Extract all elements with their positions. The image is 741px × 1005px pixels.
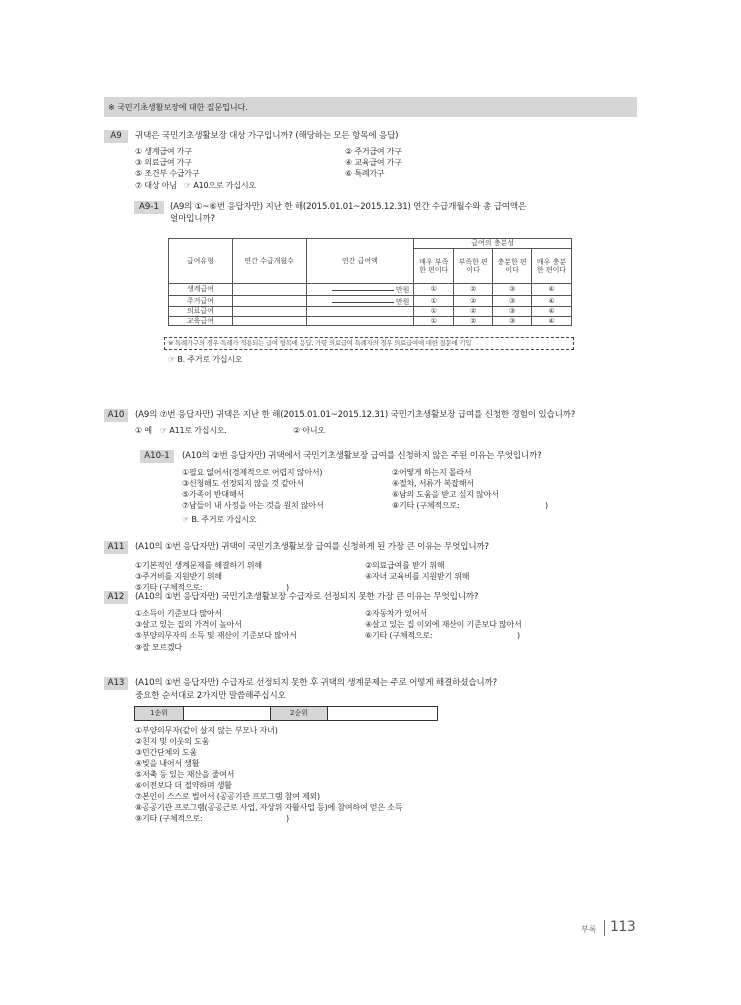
- question-number-a12: A12: [104, 591, 128, 604]
- a12-option-2[interactable]: ②자동차가 있어서: [365, 609, 428, 618]
- question-a9: 귀댁은 국민기초생활보장 대상 가구입니까? (해당하는 모든 항목에 응답): [135, 131, 399, 141]
- header-adequacy: 급여의 충분성: [414, 239, 572, 249]
- a12-option-6-close: ): [517, 631, 520, 640]
- table-row: [169, 316, 572, 326]
- a9-option-5[interactable]: ⑤ 조건부 수급가구: [135, 169, 200, 178]
- section-banner: [104, 97, 637, 117]
- table-row: [169, 295, 572, 307]
- question-a13-line2: 중요한 순서대로 2가지만 말씀해주십시오: [135, 691, 286, 701]
- a10-1-option-6[interactable]: ⑥남의 도움을 받고 싶지 않아서: [392, 490, 499, 499]
- rating-option[interactable]: ①: [414, 295, 454, 307]
- rating-option[interactable]: ②: [454, 307, 493, 317]
- amount-blank: [332, 284, 394, 291]
- rating-option[interactable]: ③: [493, 307, 532, 317]
- a12-option-1[interactable]: ①소득이 기준보다 많아서: [135, 609, 222, 618]
- rating-option[interactable]: ③: [493, 316, 532, 326]
- rating-option[interactable]: ②: [454, 295, 493, 307]
- row-type: 생계급여: [169, 284, 233, 296]
- footer-divider: [604, 920, 605, 936]
- a10-option-1[interactable]: ① 예: [135, 426, 152, 435]
- amount-input-cell[interactable]: [306, 295, 414, 307]
- a10-1-option-4[interactable]: ④절차, 서류가 복잡해서: [392, 479, 474, 488]
- amount-blank: [332, 296, 394, 303]
- a11-option-4[interactable]: ④자녀 교육비를 지원받기 위해: [365, 572, 470, 581]
- scale-sufficient: 충분한 편이다: [493, 249, 532, 284]
- a10-1-option-1[interactable]: ①필요 없어서(경제적으로 어렵지 않아서): [182, 468, 323, 477]
- a13-option-9: ⑨기타 (구체적으로:: [135, 814, 203, 823]
- rating-option[interactable]: ④: [532, 316, 572, 326]
- amount-input-cell[interactable]: [306, 307, 414, 317]
- months-input-cell[interactable]: [232, 295, 306, 307]
- rating-option[interactable]: ②: [454, 284, 493, 296]
- a10-option-2[interactable]: ② 아니오: [293, 426, 325, 435]
- question-a10: (A9의 ⑦번 응답자만) 귀댁은 지난 한 해(2015.01.01~2015.12.31) 국민기초생활보장 급여를 신청한 경험이 있습니까?: [135, 410, 576, 420]
- question-number-a9: A9: [104, 130, 128, 143]
- rating-option[interactable]: ③: [493, 284, 532, 296]
- a9-option-6[interactable]: ⑥ 특례가구: [345, 169, 385, 178]
- rating-option[interactable]: ④: [532, 295, 572, 307]
- benefit-table: [168, 238, 572, 326]
- a13-option-3: ③민간단체의 도움: [135, 748, 198, 757]
- row-type: 주거급여: [169, 295, 233, 307]
- a12-option-5[interactable]: ⑤부양의무자의 소득 및 재산이 기준보다 많아서: [135, 631, 297, 640]
- question-a13-line1: (A10의 ①번 응답자만) 수급자로 선정되지 못한 후 귀댁의 생계문제는 주로 어떻게 해결하셨습니까?: [135, 678, 497, 688]
- a10-1-option-3[interactable]: ③신청해도 선정되지 않을 것 같아서: [182, 479, 304, 488]
- a9-skip-instruction: ☞ A10으로 가십시오: [184, 181, 256, 190]
- question-number-a10: A10: [104, 409, 128, 422]
- a12-option-6[interactable]: ⑥기타 (구체적으로:: [365, 631, 433, 640]
- amount-input-cell[interactable]: [306, 284, 414, 296]
- rating-option[interactable]: ②: [454, 316, 493, 326]
- a10-1-option-8-close: ): [545, 501, 548, 510]
- rank-2-input[interactable]: [327, 707, 437, 720]
- scale-very-insufficient: 매우 부족한 편이다: [414, 249, 454, 284]
- question-a11: (A10의 ①번 응답자만) 귀댁이 국민기초생활보장 급여를 신청하게 된 가장 큰 이유는 무엇입니까?: [135, 542, 489, 552]
- page-number: 113: [610, 919, 636, 935]
- question-number-a13: A13: [104, 677, 128, 690]
- scale-insufficient: 부족한 편이다: [454, 249, 493, 284]
- rank-answer-box: [134, 706, 438, 721]
- header-benefit-type: 급여유형: [169, 239, 233, 284]
- amount-unit: 만원: [395, 297, 410, 306]
- question-a9-1-line1: (A9의 ①~⑥번 응답자만) 지난 한 해(2015.01.01~2015.12.31) 연간 수급개월수와 총 급여액은: [170, 202, 527, 212]
- a10-1-option-5[interactable]: ⑤가족이 반대해서: [182, 490, 245, 499]
- question-number-a10-1: A10-1: [140, 450, 174, 463]
- a11-option-5[interactable]: ⑤기타 (구체적으로:: [135, 583, 203, 592]
- rank-1-input[interactable]: [183, 707, 270, 720]
- months-input-cell[interactable]: [232, 316, 306, 326]
- a13-option-2: ②친지 및 이웃의 도움: [135, 737, 210, 746]
- rating-option[interactable]: ④: [532, 284, 572, 296]
- amount-input-cell[interactable]: [306, 316, 414, 326]
- a10-skip-instruction: ☞ A11로 가십시오.: [160, 426, 227, 435]
- a9-1-skip-instruction: ☞ B. 주거로 가십시오: [168, 355, 243, 364]
- rating-option[interactable]: ①: [414, 284, 454, 296]
- banner-text: ※ 국민기초생활보장에 대한 질문입니다.: [108, 102, 248, 112]
- table-row: [169, 284, 572, 296]
- header-annual-amount: 연간 급여액: [306, 239, 414, 284]
- rank-1-label: 1순위: [135, 707, 183, 720]
- a10-1-option-7[interactable]: ⑦남들이 내 사정을 아는 것을 원치 않아서: [182, 501, 324, 510]
- a9-option-4[interactable]: ④ 교육급여 가구: [345, 158, 402, 167]
- header-annual-months: 연간 수급개월수: [232, 239, 306, 284]
- a11-option-5-close: ): [286, 583, 289, 592]
- a13-option-7: ⑦본인이 스스로 벌어서 (공공기관 프로그램 참여 제외): [135, 792, 320, 801]
- a10-1-option-2[interactable]: ②어떻게 하는지 몰라서: [392, 468, 472, 477]
- a12-option-3[interactable]: ③살고 있는 집의 가격이 높아서: [135, 620, 242, 629]
- amount-unit: 만원: [395, 286, 410, 294]
- rank-2-label: 2순위: [270, 707, 327, 720]
- question-a12: (A10의 ①번 응답자만) 국민기초생활보장 수급자로 선정되지 못한 가장 큰 이유는 무엇입니까?: [135, 592, 479, 602]
- a10-1-skip-instruction: ☞ B. 주거로 가십시오: [182, 515, 257, 524]
- a13-option-1: ①부양의무자(같이 살지 않는 부모나 자녀): [135, 726, 278, 735]
- a13-option-4: ④빚을 내어서 생활: [135, 759, 200, 768]
- rating-option[interactable]: ③: [493, 295, 532, 307]
- footer-appendix-label: 부록: [581, 925, 597, 934]
- question-number-a9-1: A9-1: [134, 201, 164, 214]
- a11-option-1[interactable]: ①기본적인 생계문제를 해결하기 위해: [135, 561, 262, 570]
- a13-option-6: ⑥이전보다 더 절약하며 생활: [135, 781, 232, 790]
- row-type: 교육급여: [169, 316, 233, 326]
- a9-option-7[interactable]: ⑦ 대상 아님: [135, 181, 177, 190]
- a12-option-4[interactable]: ④살고 있는 집 이외에 재산이 기준보다 많아서: [365, 620, 522, 629]
- a9-option-2[interactable]: ② 주거급여 가구: [345, 147, 402, 156]
- table-row: [169, 307, 572, 317]
- rating-option[interactable]: ①: [414, 316, 454, 326]
- months-input-cell[interactable]: [232, 307, 306, 317]
- rating-option[interactable]: ④: [532, 307, 572, 317]
- a10-1-option-8[interactable]: ⑧기타 (구체적으로:: [392, 501, 460, 510]
- special-case-note-box: [164, 337, 574, 350]
- a13-option-8: ⑧공공기관 프로그램(공공근로 사업, 자상위 자활사업 등)에 참여하여 얻은 소득: [135, 803, 403, 812]
- a13-option-9-close: ): [286, 814, 289, 823]
- a13-option-5: ⑤저축 등 있는 재산을 줄여서: [135, 770, 235, 779]
- a9-option-3[interactable]: ③ 의료급여 가구: [135, 158, 192, 167]
- rating-option[interactable]: ①: [414, 307, 454, 317]
- question-number-a11: A11: [104, 541, 128, 554]
- question-a10-1: (A10의 ②번 응답자만) 귀댁에서 국민기초생활보장 급여를 신청하지 않은 주된 이유는 무엇입니까?: [182, 451, 542, 461]
- a11-option-2[interactable]: ②의료급여를 받기 위해: [365, 561, 445, 570]
- a11-option-3[interactable]: ③주거비를 지원받기 위해: [135, 572, 222, 581]
- row-type: 의료급여: [169, 307, 233, 317]
- special-case-note: ※ 특례가구의 경우 특례가 적용되는 급여 항목에 응답, 가령 의료급여 특례자의 경우 의료급여에 대한 질문에 기입: [168, 339, 472, 347]
- scale-very-sufficient: 매우 충분한 편이다: [532, 249, 572, 284]
- question-a9-1-line2: 얼마입니까?: [170, 214, 215, 224]
- months-input-cell[interactable]: [232, 284, 306, 296]
- a12-option-7[interactable]: ⑨잘 모르겠다: [135, 643, 182, 652]
- a9-option-1[interactable]: ① 생계급여 가구: [135, 147, 192, 156]
